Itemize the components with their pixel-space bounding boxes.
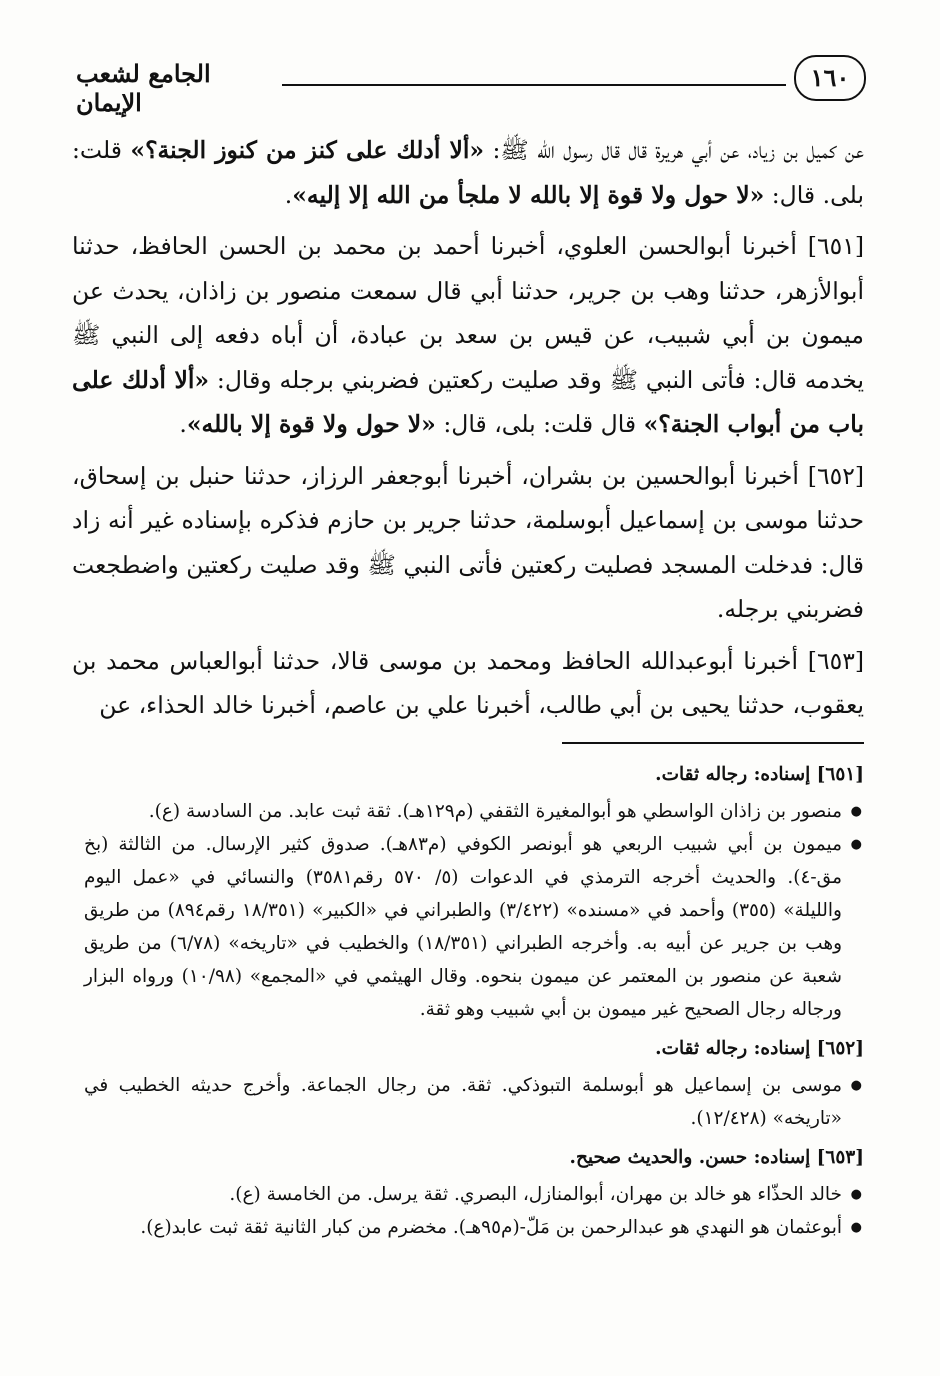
para-text: . (284, 180, 293, 209)
para-text: عن كميل بن زياد، عن أبي هريرة قال قال رسول الله ﷺ: (484, 136, 864, 164)
paragraph-kumayl (72, 128, 864, 217)
footnote-item: ● أبوعثمان هو النهدي هو عبدالرحمن بن مَلّ-(م٩٥هـ). مخضرم من كبار الثانية ثقة ثبت عابد(ع). (84, 1211, 842, 1244)
footnote-item: ● ميمون بن أبي شبيب الربعي هو أبونصر الكوفي (م٨٣هـ). صدوق كثير الإرسال. من الثالثة (بخ مق-٤). والحديث أخرجه الترمذي في الدعوات (٥/ ٥٧٠ رقم٣٥٨١) والنسائي في «عمل اليوم والليلة» (٣٥٥) وأحمد في «مسنده» (٣/٤٢٢) والطبراني في «الكبير» (١٨/٣٥١ رقم٨٩٤) من طريق وهب بن جرير عن أبيه به. وأخرجه الطبراني (١٨/٣٥١) والخطيب في «تاريخه» (٦/٧٨) من طريق شعبة عن منصور بن المعتمر عن ميمون بنحوه. وقال الهيثمي في «المجمع» (١٠/٩٨) ورواه البزار ورجاله رجال الصحيح غير ميمون بن أبي شبيب وهو ثقة. (84, 828, 842, 1026)
hadith-quote: «ألا أدلك على باب من أبواب الجنة؟» (72, 365, 864, 438)
hadith-quote: «لا حول ولا قوة إلا بالله» (186, 410, 436, 438)
paragraph-653 (72, 639, 864, 728)
para-text: . (179, 410, 187, 438)
para-text: قال قلت: بلى، قال: (435, 410, 644, 438)
para-text: [٦٥٢] أخبرنا أبوالحسين بن بشران، أخبرنا أبوجعفر الرزاز، حدثنا حنبل بن إسحاق، حدثنا موسى بن إسماعيل أبوسلمة، حدثنا جرير بن حازم فذكره بإسناده غير أنه زاد قال: فدخلت المسجد فصليت ركعتين فأتى النبي ﷺ وقد صليت ركعتين واضطجعت فضربني برجله. (72, 461, 864, 623)
footnote-item: ● منصور بن زاذان الواسطي هو أبوالمغيرة الثقفي (م١٢٩هـ). ثقة ثبت عابد. من السادسة (ع). (84, 795, 842, 828)
footnote-heading-652: [٦٥٢] إسناده: رجاله ثقات. (655, 1038, 864, 1059)
footnote-item: ● موسى بن إسماعيل هو أبوسلمة التبوذكي. ثقة. من رجال الجماعة. وأخرج حديثه الخطيب في «تاريخه» (١٢/٤٢٨). (84, 1069, 842, 1135)
footnote-heading-651: [٦٥١] إسناده: رجاله ثقات. (655, 764, 864, 785)
page-number: ١٦٠ (794, 55, 866, 101)
footnote-heading-653: [٦٥٣] إسناده: حسن. والحديث صحيح. (569, 1147, 864, 1168)
main-text (72, 128, 864, 735)
para-text: قلت: بلى. قال: (72, 136, 864, 209)
para-text: [٦٥٣] أخبرنا أبوعبدالله الحافظ ومحمد بن موسى قالا، حدثنا أبوالعباس محمد بن يعقوب، حدثنا يحيى بن أبي طالب، أخبرنا علي بن عاصم، أخبرنا خالد الحذاء، عن (72, 646, 864, 719)
paragraph-652 (72, 454, 864, 632)
hadith-quote: «ألا أدلك على كنز من كنوز الجنة؟» (130, 136, 485, 164)
footnote-list-653 (84, 1178, 864, 1244)
footnote-list-651 (84, 795, 864, 1026)
page-header (76, 55, 866, 117)
footnote-item: ● خالد الحذّاء هو خالد بن مهران، أبوالمنازل، البصري. ثقة يرسل. من الخامسة (ع). (84, 1178, 842, 1211)
footnotes (84, 758, 864, 1250)
footnote-separator (562, 742, 864, 744)
footnote-list-652 (84, 1069, 864, 1135)
header-rule (282, 84, 786, 86)
hadith-quote: «لا حول ولا قوة إلا بالله لا ملجأ من الله إلا إليه» (292, 180, 765, 209)
para-text: [٦٥١] أخبرنا أبوالحسن العلوي، أخبرنا أحمد بن محمد بن الحسن الحافظ، حدثنا أبوالأزهر، حدثنا وهب بن جرير، حدثنا أبي قال سمعت منصور بن زاذان، يحدث عن ميمون بن أبي شبيب، عن قيس بن سعد بن عبادة، أن أباه دفعه إلى النبي ﷺ يخدمه قال: فأتى النبي ﷺ وقد صليت ركعتين فضربني برجله وقال: (72, 232, 864, 394)
book-title: الجامع لشعب الإيمان (76, 59, 211, 117)
paragraph-651 (72, 224, 864, 447)
